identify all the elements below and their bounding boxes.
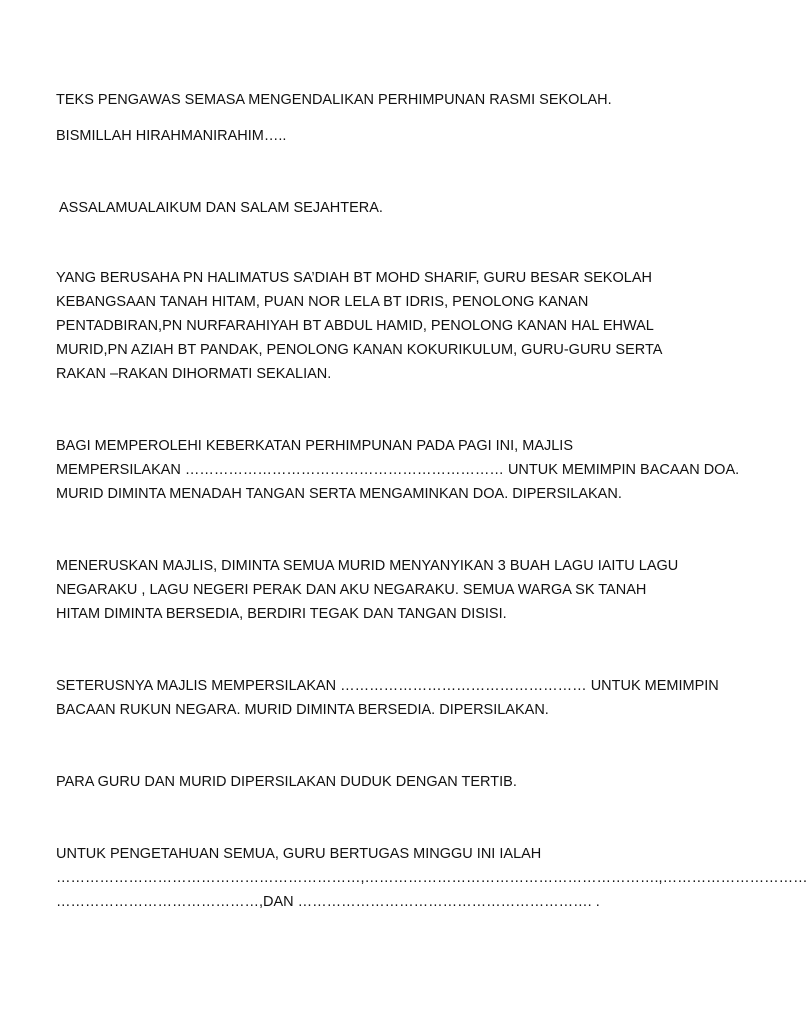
salam-paragraph — [59, 196, 727, 220]
document-title — [56, 88, 724, 112]
bismillah-paragraph — [56, 124, 724, 148]
respect-line: PENTADBIRAN,PN NURFARAHIYAH BT ABDUL HAMID, PENOLONG KANAN HAL EHWAL — [56, 318, 654, 334]
lagu-line: HITAM DIMINTA BERSEDIA, BERDIRI TEGAK DAN TANGAN DISISI. — [56, 606, 507, 622]
doa-paragraph — [56, 434, 740, 506]
lagu-line: MENERUSKAN MAJLIS, DIMINTA SEMUA MURID MENYANYIKAN 3 BUAH LAGU IAITU LAGU — [56, 558, 679, 574]
guru-paragraph — [56, 842, 808, 914]
rukun-paragraph — [56, 674, 724, 722]
salam-line: ASSALAMUALAIKUM DAN SALAM SEJAHTERA. — [59, 200, 383, 216]
guru-line: UNTUK PENGETAHUAN SEMUA, GURU BERTUGAS MINGGU INI IALAH — [56, 846, 542, 862]
guru-line: ………………………………………………………,…………………………………………………….,………………………… — [56, 870, 808, 886]
bismillah-line: BISMILLAH HIRAHMANIRAHIM….. — [56, 128, 287, 144]
respect-line: YANG BERUSAHA PN HALIMATUS SA’DIAH BT MOHD SHARIF, GURU BESAR SEKOLAH — [56, 270, 652, 286]
lagu-line: NEGARAKU , LAGU NEGERI PERAK DAN AKU NEGARAKU. SEMUA WARGA SK TANAH — [56, 582, 647, 598]
duduk-paragraph — [56, 770, 724, 794]
doa-line: MEMPERSILAKAN ………………………………………………………… UNTUK MEMIMPIN BACAAN DOA. — [56, 462, 740, 478]
doa-line: BAGI MEMPEROLEHI KEBERKATAN PERHIMPUNAN PADA PAGI INI, MAJLIS — [56, 438, 574, 454]
rukun-line: BACAAN RUKUN NEGARA. MURID DIMINTA BERSEDIA. DIPERSILAKAN. — [56, 702, 549, 718]
respect-line: KEBANGSAAN TANAH HITAM, PUAN NOR LELA BT IDRIS, PENOLONG KANAN — [56, 294, 589, 310]
respect-line: RAKAN –RAKAN DIHORMATI SEKALIAN. — [56, 366, 332, 382]
lagu-paragraph — [56, 554, 724, 626]
doa-line: MURID DIMINTA MENADAH TANGAN SERTA MENGAMINKAN DOA. DIPERSILAKAN. — [56, 486, 622, 502]
respect-line: MURID,PN AZIAH BT PANDAK, PENOLONG KANAN KOKURIKULUM, GURU-GURU SERTA — [56, 342, 663, 358]
title-line: TEKS PENGAWAS SEMASA MENGENDALIKAN PERHIMPUNAN RASMI SEKOLAH. — [56, 92, 612, 108]
duduk-line: PARA GURU DAN MURID DIPERSILAKAN DUDUK DENGAN TERTIB. — [56, 774, 517, 790]
respect-paragraph — [56, 266, 724, 386]
guru-line: ……………………………………,DAN ……………………………………………………. . — [56, 894, 600, 910]
rukun-line: SETERUSNYA MAJLIS MEMPERSILAKAN …………………………………………… UNTUK MEMIMPIN — [56, 678, 719, 694]
